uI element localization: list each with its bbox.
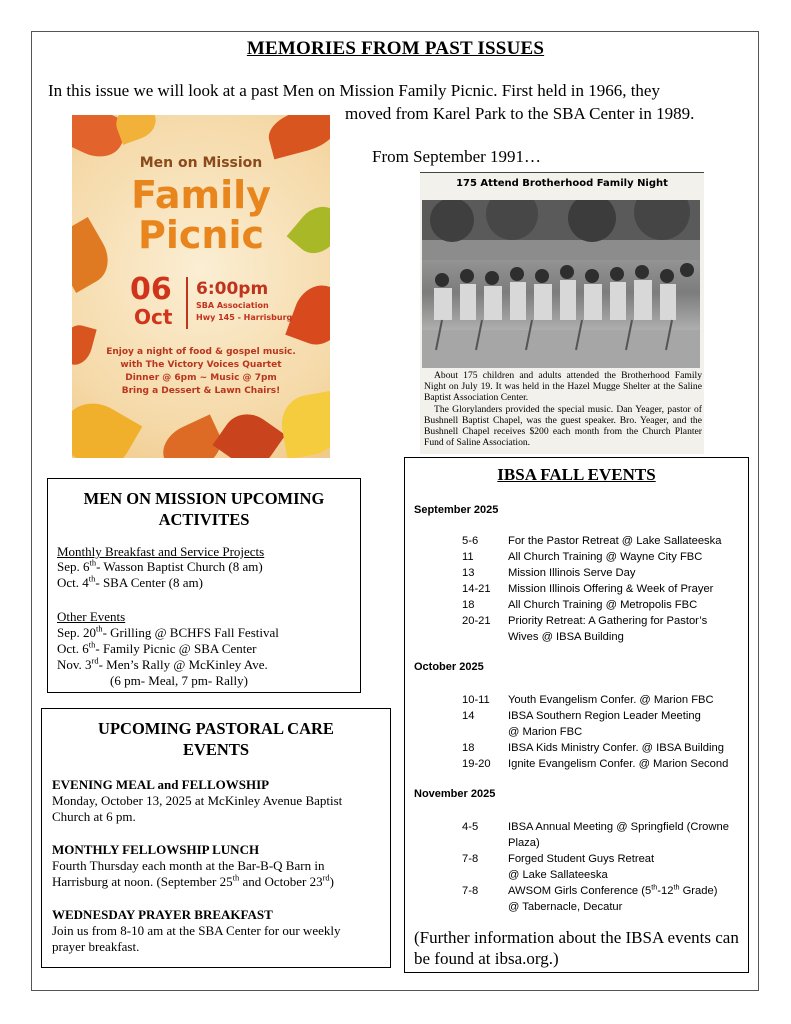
event-desc: Forged Student Guys Retreat [508,853,655,865]
grade-suffix: th [673,882,680,892]
event-desc [508,883,717,899]
event-date: 18 [462,599,475,611]
list-item [57,575,203,590]
leaf-decoration [264,115,330,159]
event-desc: IBSA Kids Ministry Confer. @ IBSA Building [508,742,724,754]
event-text: - Wasson Baptist Church (8 am) [96,559,263,574]
flyer-location-2: Hwy 145 - Harrisburg [196,313,293,322]
event-date: 7-8 [462,885,479,897]
lunch-text-part: ) [329,874,334,889]
clipping-headline: 175 Attend Brotherhood Family Night [456,178,668,189]
flyer-day: 06 [130,272,172,307]
month-heading-september: September 2025 [414,504,499,516]
flyer-title-picnic: Picnic [137,213,264,257]
ibsa-title: IBSA FALL EVENTS [497,465,656,484]
leaf-decoration [72,392,142,458]
event-text: - Men’s Rally @ McKinley Ave. [98,657,268,672]
event-desc: Priority Retreat: A Gathering for Pastor’s [508,615,708,627]
event-text: - SBA Center (8 am) [95,575,203,590]
event-desc: IBSA Annual Meeting @ Springfield (Crowne [508,821,729,833]
title-line: MEN ON MISSION UPCOMING [83,489,325,508]
event-desc: Wives @ IBSA Building [508,631,624,643]
picnic-flyer [72,115,330,458]
intro-line-1: In this issue we will look at a past Men on Mission Family Picnic. First held in 1966, they [48,81,660,100]
event-date: 20-21 [462,615,491,627]
date-suffix: th [96,623,103,634]
rally-detail: (6 pm- Meal, 7 pm- Rally) [110,673,248,688]
title-line: ACTIVITES [158,510,250,529]
ibsa-footer-note: (Further information about the IBSA events can be found at ibsa.org.) [414,928,739,968]
intro-line-2: moved from Karel Park to the SBA Center in 1989. [345,104,695,123]
event-date: Sep. 6 [57,559,90,574]
prayer-heading: WEDNESDAY PRAYER BREAKFAST [52,907,273,922]
month-heading-october: October 2025 [414,661,484,673]
lunch-text [52,874,334,889]
event-desc: IBSA Southern Region Leader Meeting [508,710,701,722]
flyer-line: Dinner @ 6pm ~ Music @ 7pm [125,373,277,383]
event-date: 7-8 [462,853,479,865]
event-date: 13 [462,567,475,579]
clipping-rule [420,172,704,173]
prayer-text: Join us from 8-10 am at the SBA Center for our weekly [52,923,341,938]
leaf-decoration [277,391,330,458]
title-line: UPCOMING PASTORAL CARE [98,719,334,738]
from-date-caption: From September 1991… [372,147,542,166]
list-item [57,625,279,640]
lunch-heading: MONTHLY FELLOWSHIP LUNCH [52,842,260,857]
other-events-heading: Other Events [57,609,126,624]
pastoral-care-box [41,708,391,968]
flyer-location-1: SBA Association [196,301,269,310]
lunch-text-part: and October 23 [239,874,323,889]
page-title: MEMORIES FROM PAST ISSUES [246,38,545,59]
flyer-time: 6:00pm [196,279,269,299]
ibsa-events-box [404,457,749,973]
crowd-photo-image [422,200,700,368]
list-item [57,641,256,656]
event-date: 10-11 [462,694,490,706]
flyer-title-family: Family [131,173,271,217]
list-item [57,559,263,574]
flyer-month: Oct [134,305,173,329]
meal-text: Monday, October 13, 2025 at McKinley Avenue Baptist [52,793,343,808]
event-desc: @ Lake Sallateeska [508,869,608,881]
event-desc: Youth Evangelism Confer. @ Marion FBC [508,694,714,706]
date-suffix: rd [322,872,330,883]
flyer-line: Bring a Dessert & Lawn Chairs! [121,386,281,396]
event-desc-part: AWSOM Girls Conference (5 [508,885,652,897]
caption-paragraph-1: About 175 children and adults attended the Brotherhood Family Night on July 19. It was held in the Hazel Mugge Shelter at the Saline Baptist Association Center. [424,370,702,404]
flyer-heading: Men on Mission [139,155,263,171]
title-line: EVENTS [182,740,250,759]
date-suffix: rd [91,655,99,666]
event-date: 14-21 [462,583,491,595]
event-desc-part: -12 [657,885,674,897]
event-desc-part: Grade) [679,885,718,897]
event-text: - Family Picnic @ SBA Center [95,641,257,656]
caption-paragraph-2: The Glorylanders provided the special music. Dan Yeager, pastor of Bushnell Baptist Chapel, was the guest speaker. Bro. Yeager, and the Bushnell Chapel receives $200 each month from the Church Planter Fund of Saline Association. [424,403,702,449]
grade-suffix: th [651,882,658,892]
list-item [57,657,268,672]
event-desc: Mission Illinois Serve Day [508,567,636,579]
leaf-decoration [213,404,286,458]
event-date: 5-6 [462,535,479,547]
meal-text: Church at 6 pm. [52,809,136,824]
meal-heading: EVENING MEAL and FELLOWSHIP [52,777,270,792]
event-desc: For the Pastor Retreat @ Lake Sallateeska [508,535,722,547]
event-text: - Grilling @ BCHFS Fall Festival [102,625,279,640]
date-suffix: th [88,573,96,584]
date-suffix: th [232,872,240,883]
event-date: 18 [462,742,475,754]
newspaper-clipping [420,172,704,454]
month-heading-november: November 2025 [414,788,496,800]
prayer-text: prayer breakfast. [52,939,140,954]
event-date: 14 [462,710,475,722]
lunch-text: Fourth Thursday each month at the Bar-B-Q Barn in [52,858,325,873]
clipping-caption [424,370,702,448]
flyer-line: Enjoy a night of food & gospel music. [106,347,296,357]
event-date: Sep. 20 [57,625,96,640]
pastoral-care-title [42,718,390,760]
event-date: Oct. 4 [57,575,89,590]
event-desc: @ Marion FBC [508,726,583,738]
event-date: 19-20 [462,758,491,770]
event-date: 11 [462,551,474,563]
event-date: 4-5 [462,821,479,833]
event-desc: Ignite Evangelism Confer. @ Marion Second [508,758,729,770]
event-desc: Mission Illinois Offering & Week of Prayer [508,583,714,595]
event-desc: @ Tabernacle, Decatur [508,901,623,913]
breakfast-heading: Monthly Breakfast and Service Projects [57,544,265,559]
flyer-line: with The Victory Voices Quartet [120,360,282,370]
date-suffix: th [88,639,96,650]
men-on-mission-box [47,478,361,693]
crowd-photo [422,200,700,368]
event-date: Oct. 6 [57,641,89,656]
date-suffix: th [89,557,97,568]
lunch-text-part: Harrisburg at noon. (September 25 [52,874,233,889]
event-date: Nov. 3 [57,657,92,672]
men-on-mission-title [48,488,360,530]
event-desc: All Church Training @ Wayne City FBC [508,551,703,563]
event-desc: Plaza) [508,837,540,849]
event-desc: All Church Training @ Metropolis FBC [508,599,698,611]
flyer-divider [186,277,188,329]
